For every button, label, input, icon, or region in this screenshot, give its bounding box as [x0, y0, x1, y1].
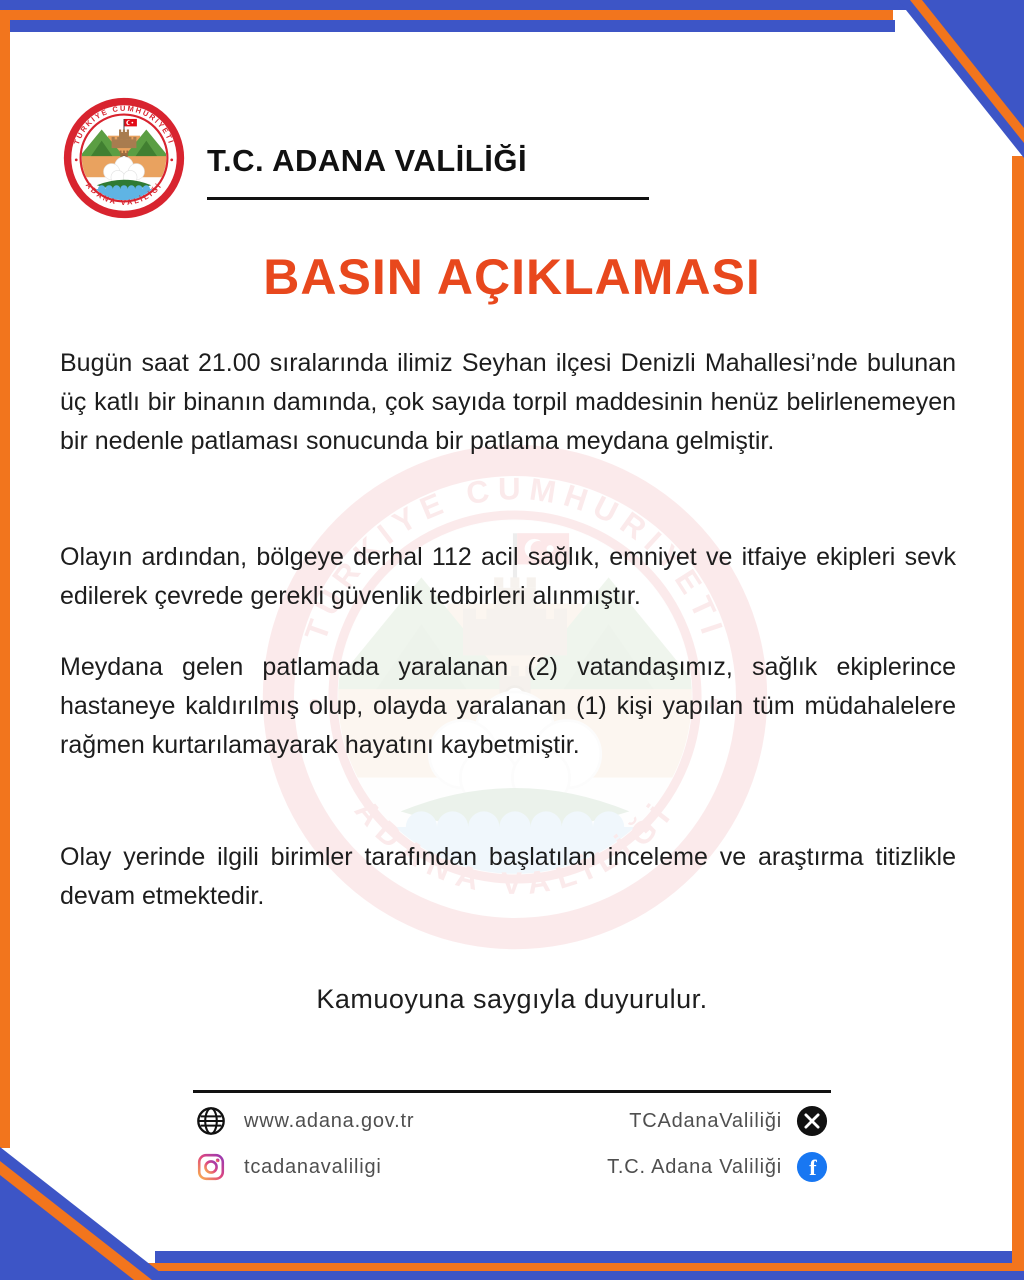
- instagram-icon: [196, 1152, 226, 1182]
- twitter-link[interactable]: [629, 1104, 828, 1138]
- border-top-outer-bar: [0, 0, 1024, 10]
- paragraph-incident: Bugün saat 21.00 sıralarında ilimiz Seyhan ilçesi Denizli Mahallesi’nde bulunan üç katlı bir binanın damında, çok sayıda torpil maddesinin henüz belirlenemeyen bir nedenle patlaması sonucunda bir patlama meydana gelmiştir.: [60, 349, 956, 455]
- facebook-icon: [796, 1151, 828, 1183]
- closing-statement: Kamuoyuna saygıyla duyurulur.: [316, 984, 708, 1014]
- corner-triangle-bottom-left: [0, 1147, 170, 1280]
- footer-right-column: [607, 1104, 828, 1184]
- paragraph-casualties: Meydana gelen patlamada yaralanan (2) vatandaşımız, sağlık ekiplerince hastaneye kaldırılmış olup, olayda yaralanan (1) kişi yapılan tüm müdahalelere rağmen kurtarılamayarak hayatını kaybetmiştir.: [60, 653, 956, 759]
- paragraph-investigation: Olay yerinde ilgili birimler tarafından başlatılan inceleme ve araştırma titizlikle devam etmektedir.: [60, 843, 956, 910]
- border-right-strip: [1012, 156, 1024, 1272]
- paragraph-response: Olayın ardından, bölgeye derhal 112 acil sağlık, emniyet ve itfaiye ekipleri sevk edilerek çevrede gerekli güvenlik tedbirleri alınmıştır.: [60, 543, 956, 610]
- footer-divider: [193, 1090, 831, 1093]
- corner-triangle-top-right: [898, 0, 1024, 158]
- footer-left-column: [196, 1104, 414, 1184]
- instagram-label: tcadanavaliligi: [244, 1155, 382, 1178]
- instagram-link[interactable]: [196, 1150, 414, 1184]
- title-underline: [207, 197, 649, 200]
- border-left-strip: [0, 10, 10, 1148]
- governorship-seal-logo: [62, 96, 186, 220]
- border-bottom-orange-bar: [105, 1263, 1024, 1271]
- svg-text:f: f: [809, 1155, 817, 1180]
- facebook-label: T.C. Adana Valiliği: [607, 1155, 782, 1178]
- x-icon: [796, 1105, 828, 1137]
- twitter-label: TCAdanaValiliği: [629, 1109, 782, 1132]
- website-link[interactable]: [196, 1104, 414, 1138]
- page-title: T.C. ADANA VALİLİĞİ: [207, 143, 528, 178]
- border-bottom-inner-bar: [155, 1251, 1012, 1263]
- press-release-heading: BASIN AÇIKLAMASI: [263, 249, 761, 305]
- border-top-orange-bar: [0, 10, 893, 20]
- globe-icon: [196, 1106, 226, 1136]
- border-top-inner-bar: [10, 20, 895, 32]
- website-label: www.adana.gov.tr: [244, 1109, 415, 1132]
- facebook-link[interactable]: [607, 1150, 828, 1184]
